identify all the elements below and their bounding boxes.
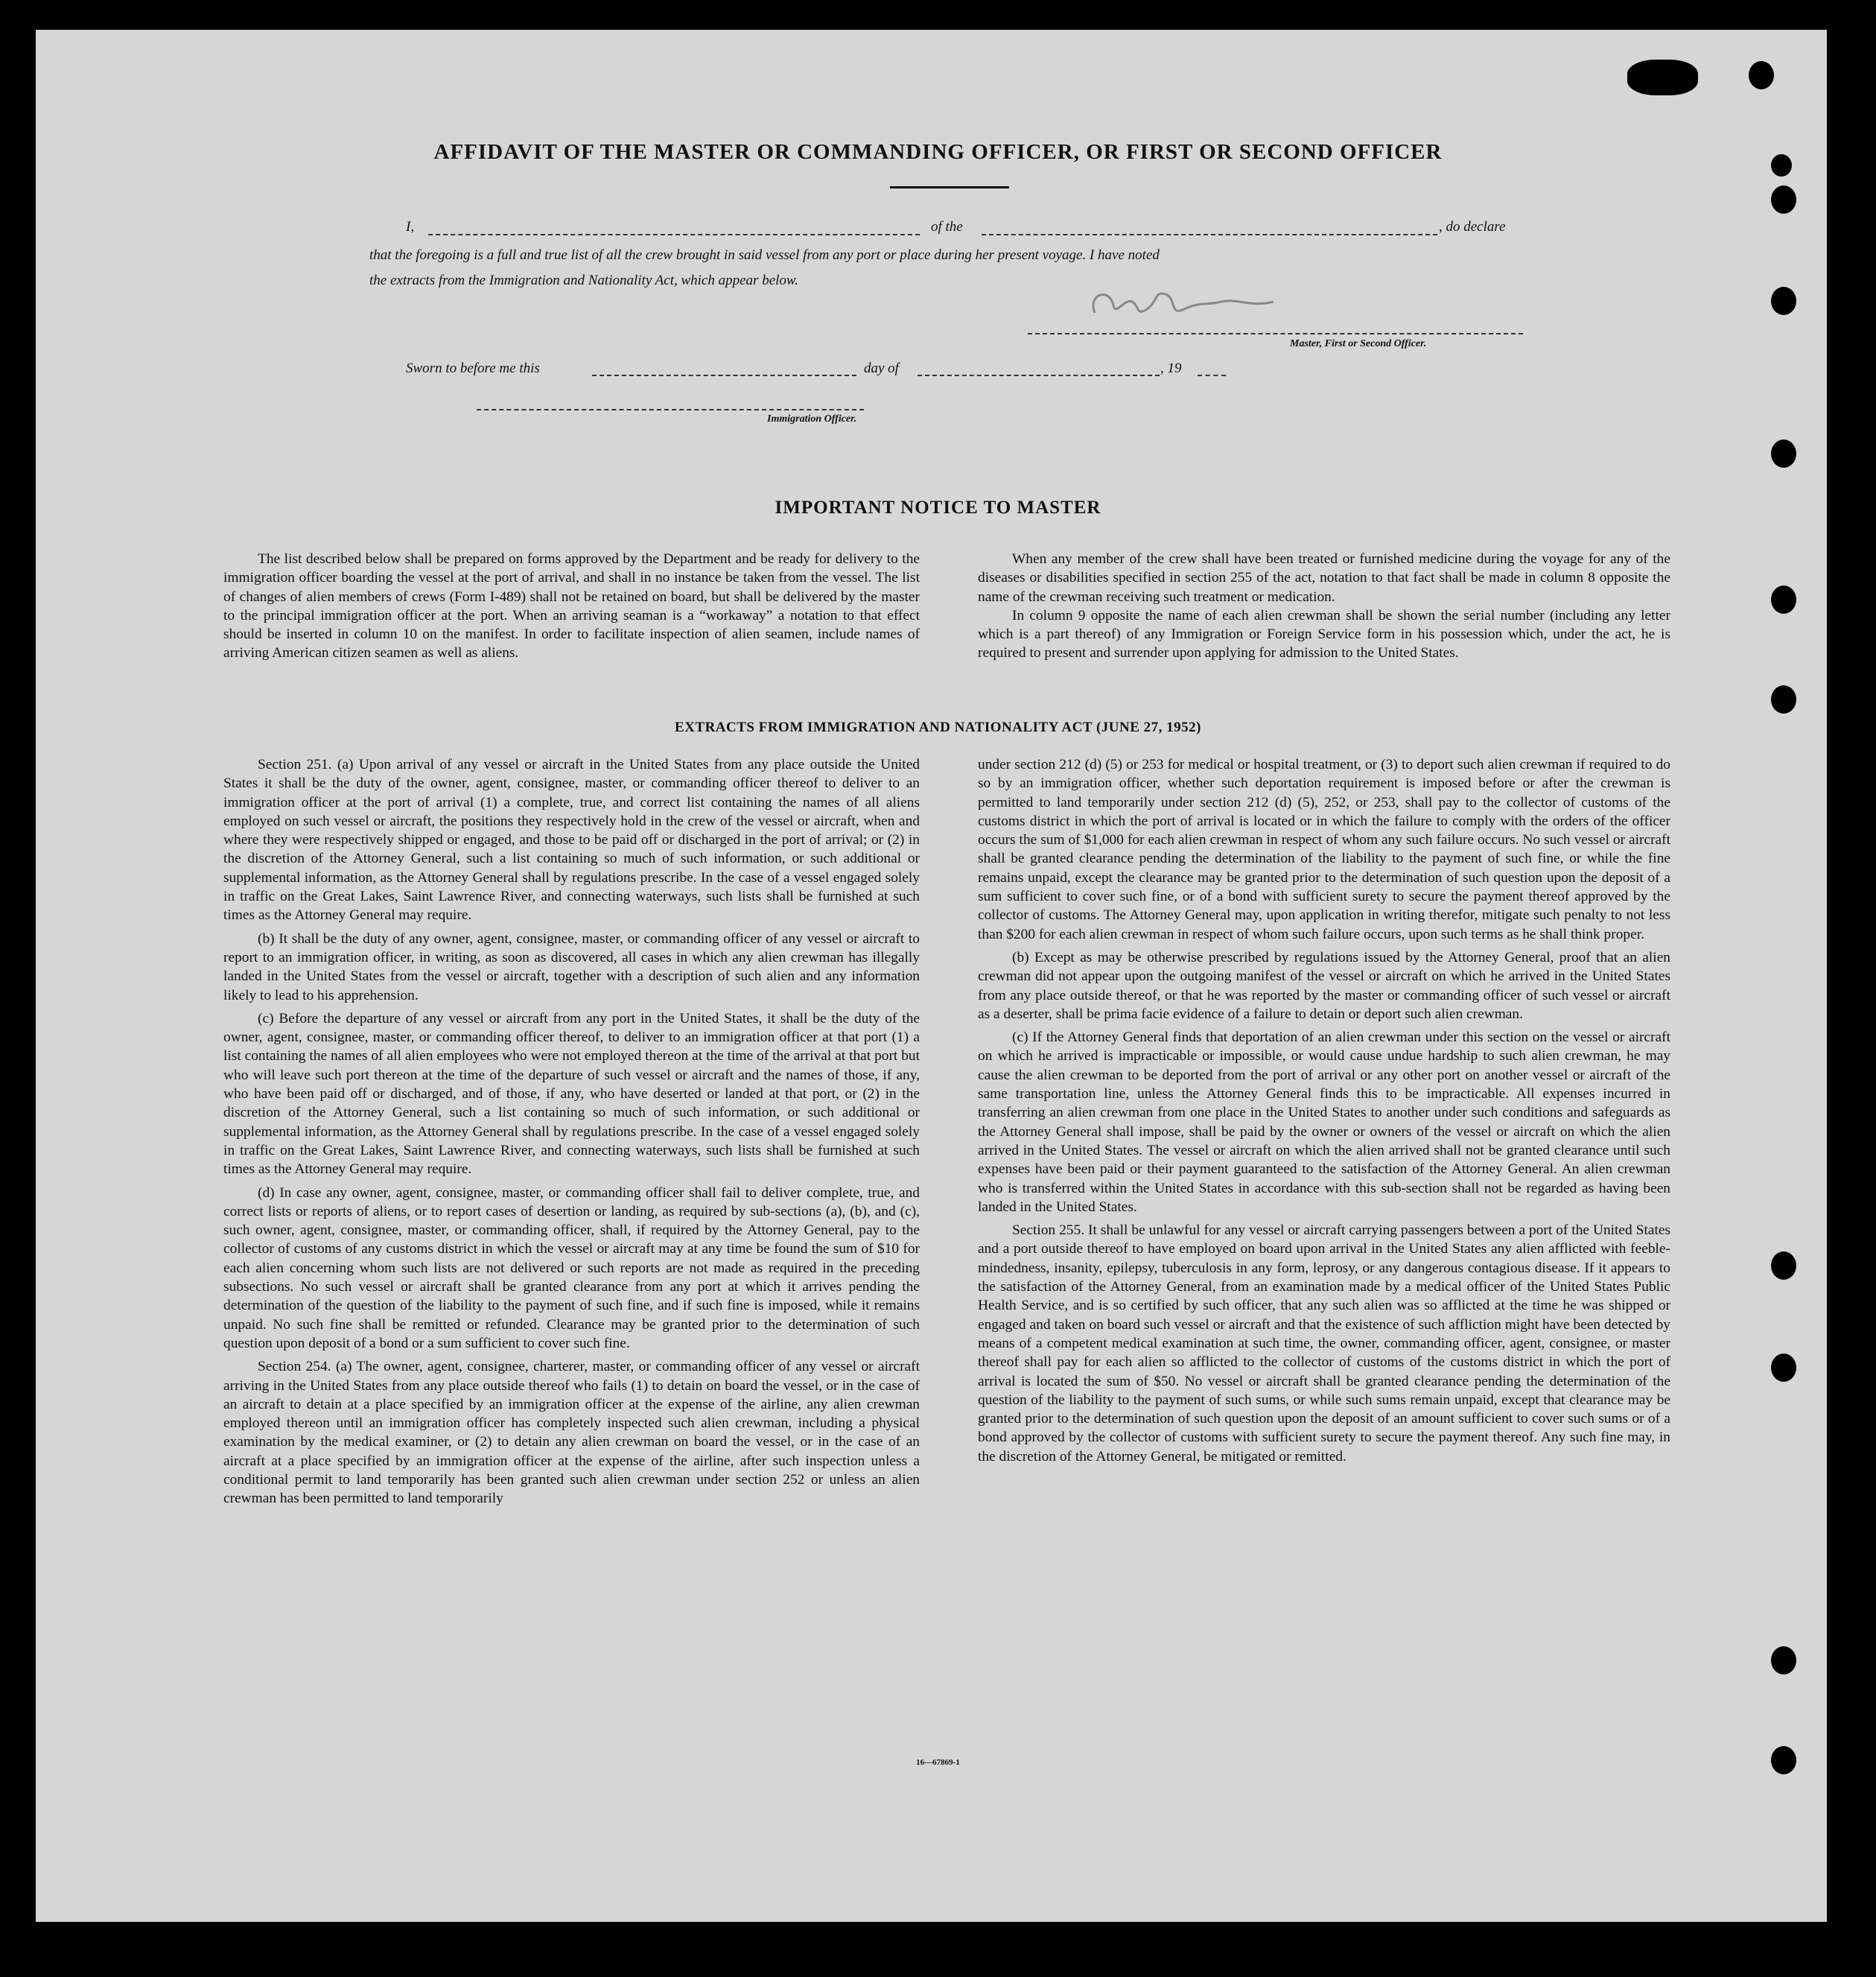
punch-hole: [1771, 1646, 1796, 1675]
section-251-a: Section 251. (a) Upon arrival of any vessel or aircraft in the United States from any place outside the United States it shall be the duty of the owner, agent, consignee, master, or commanding officer thereof to deliver to an immigration officer at the port of arrival (1) a complete, true, and correct list containing the names of all aliens employed on such vessel or aircraft, the positions they respectively hold in the crew of the vessel or aircraft, when and where they were respectively shipped or engaged, and those to be paid off or discharged in the port of arrival; or (2) in the discretion of the Attorney General, such a list containing so much of such information, or such additional or supplemental information, as the Attorney General shall by regulations prescribe. In the case of a vessel engaged solely in traffic on the Great Lakes, Saint Lawrence River, and connecting waterways, such lists shall be furnished at such times as the Attorney General may require.: [223, 757, 920, 924]
section-254-b: (b) Except as may be otherwise prescribed by regulations issued by the Attorney General, proof that an alien crewman did not appear upon the outgoing manifest of the vessel or aircraft on which he arrived in the United States from any place outside thereof, or that he was reported by the master or commanding officer of such vessel or aircraft as a deserter, shall be prima facie evidence of a failure to detain or deport such alien crewman.: [978, 949, 1670, 1022]
affidavit-line-3: the extracts from the Immigration and Nationality Act, which appear below.: [369, 273, 798, 288]
sworn-label: Sworn to before me this: [406, 361, 540, 376]
section-254-c: (c) If the Attorney General finds that deportation of an alien crewman under this section on the vessel or aircraft on which he arrived is impracticable or impossible, or would cause undue hardship to such alien crewman, he may cause the alien crewman to be deported from the port of arrival or any other port on another vessel or aircraft of the same transportation line, unless the Attorney General finds this to be impracticable. All expenses incurred in transferring an alien crewman from one place in the United States to another under such conditions and safeguards as the Attorney General shall impose, shall be paid by the owner or owners of the vessel or aircraft on which the alien arrived in the United States. The vessel or aircraft on which the alien arrived shall not be granted clearance until such expenses have been paid or their payment guaranteed to the satisfaction of the Attorney General. An alien crewman who is transferred within the United States in accordance with this sub-section shall not be regarded as having been landed in the United States.: [978, 1029, 1670, 1215]
year-label: , 19: [1160, 361, 1182, 376]
section-254-a-continued: under section 212 (d) (5) or 253 for medical or hospital treatment, or (3) to deport such alien crewman if required to do so by an immigration officer, whether such deportation requirement is imposed before or after the crewman is permitted to land temporarily under section 212 (d) (5), 252, or 253, shall pay to the collector of customs of the customs district in which the port of arrival is located or in which the failure to comply with the orders of the officer occurs the sum of $1,000 for each alien crewman in respect of whom any such failure occurs. No such vessel or aircraft shall be granted clearance pending the determination of the liability to the payment of such fine, or while the fine remains unpaid, except the clearance may be granted prior to the determination of such question upon the deposit of a sum sufficient to cover such fine, or of a bond with sufficient surety to secure the payment thereof approved by the collector of customs. The Attorney General may, upon application in writing therefor, mitigate such penalty to not less than $200 for each alien crewman in respect of whom such failure occurs, upon such terms as he shall think proper.: [978, 757, 1670, 942]
extracts-title: EXTRACTS FROM IMMIGRATION AND NATIONALITY ACT (JUNE 27, 1952): [675, 720, 1201, 735]
section-251-b: (b) It shall be the duty of any owner, agent, consignee, master, or commanding officer of any vessel or aircraft to report to an immigration officer, in writing, as soon as discovered, all cases in which any alien crewman has illegally landed in the United States from the vessel or aircraft, together with a description of such alien and any information likely to lead to his apprehension.: [223, 930, 920, 1003]
section-254-a: Section 254. (a) The owner, agent, consignee, charterer, master, or commanding officer of any vessel or aircraft arriving in the United States from any place outside thereof who fails (1) to detain on board the vessel, or in the case of an aircraft to detain at a place specified by an immigration officer at the expense of the airline, any alien crewman employed thereon until an immigration officer has completely inspected such alien crewman, including a physical examination by the medical examiner, or (2) to detain any alien crewman on board the vessel, or in the case of an aircraft at a place specified by an immigration officer at the expense of the airline, after such inspection unless a conditional permit to land temporarily has been granted such alien crewman under section 252 or unless an alien crewman has been permitted to land temporarily: [223, 1359, 920, 1507]
section-251-c: (c) Before the departure of any vessel or aircraft from any port in the United States, it shall be the duty of the owner, agent, consignee, master, or commanding officer thereof, to deliver to an immigration officer at that port (1) a list containing the names of all alien employees who were not employed thereon at the time of the arrival at that port but who will leave such port thereon at the time of the departure of such vessel or aircraft and the names of those, if any, who have been paid off or discharged, and of those, if any, who have deserted or landed at that port, or (2) in the discretion of the Attorney General, such a list containing so much of such information, or such additional or supplemental information, as the Attorney General shall by regulations prescribe. In the case of a vessel engaged solely in traffic on the Great Lakes, Saint Lawrence River, and connecting waterways, such lists shall be furnished at such times as the Attorney General may require.: [223, 1010, 920, 1178]
affidavit-line-2: that the foregoing is a full and true list of all the crew brought in said vessel from any port or place during her present voyage. I have noted: [369, 247, 1160, 263]
punch-hole: [1749, 61, 1774, 89]
notice-right-para-2: In column 9 opposite the name of each alien crewman shall be shown the serial number (including any letter which is a part thereof) of any Immigration or Foreign Service form in his possession which, under the act, he is required to present and surrender upon applying for admission to the United States.: [978, 607, 1670, 661]
signature: [1080, 279, 1288, 331]
master-signature-line[interactable]: [1028, 333, 1523, 334]
officer-caption: Immigration Officer.: [767, 413, 857, 425]
vessel-blank[interactable]: [982, 234, 1437, 235]
notice-title: IMPORTANT NOTICE TO MASTER: [775, 498, 1101, 518]
sworn-year-blank[interactable]: [1198, 375, 1226, 376]
punch-hole: [1771, 439, 1796, 468]
day-of-label: day of: [864, 361, 899, 376]
punch-hole: [1771, 1251, 1796, 1280]
affidavit-of-the-label: of the: [931, 219, 963, 235]
punch-hole: [1771, 1354, 1796, 1382]
form-number: 16—67869-1: [916, 1758, 960, 1767]
ink-blot: [1627, 60, 1698, 95]
affidavit-i-label: I,: [406, 219, 415, 235]
punch-hole: [1771, 287, 1796, 315]
notice-left-text: The list described below shall be prepared on forms approved by the Department and be ready for delivery to the immigration officer boarding the vessel at the port of arrival, and shall in no instance be taken from the vessel. The list of changes of alien members of crews (Form I-489) shall not be retained on board, but shall be delivered by the master to the principal immigration officer at the port. When an arriving seaman is a “workaway” a notation to that effect should be inserted in column 10 on the manifest. In order to facilitate inspection of alien seamen, include names of arriving American citizen seamen as well as aliens.: [223, 551, 920, 661]
section-255: Section 255. It shall be unlawful for any vessel or aircraft carrying passengers between a port of the United States and a port outside thereof to have employed on board upon arrival in the United States any alien afflicted with feeble-mindedness, insanity, epilepsy, tuberculosis in any form, leprosy, or any dangerous contagious disease. If it appears to the satisfaction of the Attorney General, from an examination made by a medical officer of the United States Public Health Service, and is so certified by such officer, that any such alien was so afflicted at the time he was shipped or engaged and taken on board such vessel or aircraft and that the existence of such affliction might have been detected by means of a competent medical examination at such time, the owner, commanding officer, agent, consignee, or master thereof shall pay for each alien so afflicted to the collector of customs of the customs district in which the port of arrival is located the sum of $50. No vessel or aircraft shall be granted clearance pending the determination of the question of the liability to the payment of such sums, or while such sums remain unpaid, except that clearance may be granted prior to the determination of such question upon the deposit of an amount sufficient to cover such sums or of a bond approved by the collector of customs with sufficient surety to secure the payment thereof. Any such fine may, in the discretion of the Attorney General, be mitigated or remitted.: [978, 1222, 1670, 1464]
master-caption: Master, First or Second Officer.: [1290, 338, 1427, 349]
notice-left-column: [223, 550, 920, 667]
affidavit-title: AFFIDAVIT OF THE MASTER OR COMMANDING OFFICER, OR FIRST OR SECOND OFFICER: [433, 140, 1443, 164]
punch-hole: [1771, 586, 1796, 614]
notice-right-column: [978, 550, 1670, 667]
extracts-left-column: [223, 755, 920, 1513]
affidavit-declare-label: , do declare: [1439, 219, 1506, 235]
section-251-d: (d) In case any owner, agent, consignee, master, or commanding officer shall fail to deliver complete, true, and correct lists or reports of aliens, or to report cases of desertion or landing, as required by sub-sections (a), (b), and (c), such owner, agent, consignee, master, or commanding officer, shall, if required by the Attorney General, pay to the collector of customs of any customs district in which the vessel or aircraft may at any time be found the sum of $10 for each alien concerning whom such lists are not delivered or such reports are not made as required in the preceding subsections. No such vessel or aircraft shall be granted clearance from any port at which it arrives pending the determination of the question of the liability to the payment of such fine, and if such fine is imposed, while it remains unpaid. No such fine shall be remitted or refunded. Clearance may be granted prior to the determination of such question upon deposit of a bond or a sum sufficient to cover such fine.: [223, 1184, 920, 1351]
sworn-day-blank[interactable]: [592, 375, 856, 376]
officer-signature-line[interactable]: [477, 409, 864, 410]
extracts-right-column: [978, 755, 1670, 1470]
punch-hole: [1771, 685, 1796, 714]
notice-right-para-1: When any member of the crew shall have been treated or furnished medicine during the voyage for any of the diseases or disabilities specified in section 255 of the act, notation to that fact shall be made in column 8 opposite the name of the crewman receiving such treatment or medication.: [978, 551, 1670, 605]
punch-hole: [1771, 185, 1796, 214]
name-blank[interactable]: [428, 234, 920, 235]
title-rule: [890, 186, 1009, 188]
sworn-month-blank[interactable]: [918, 375, 1160, 376]
